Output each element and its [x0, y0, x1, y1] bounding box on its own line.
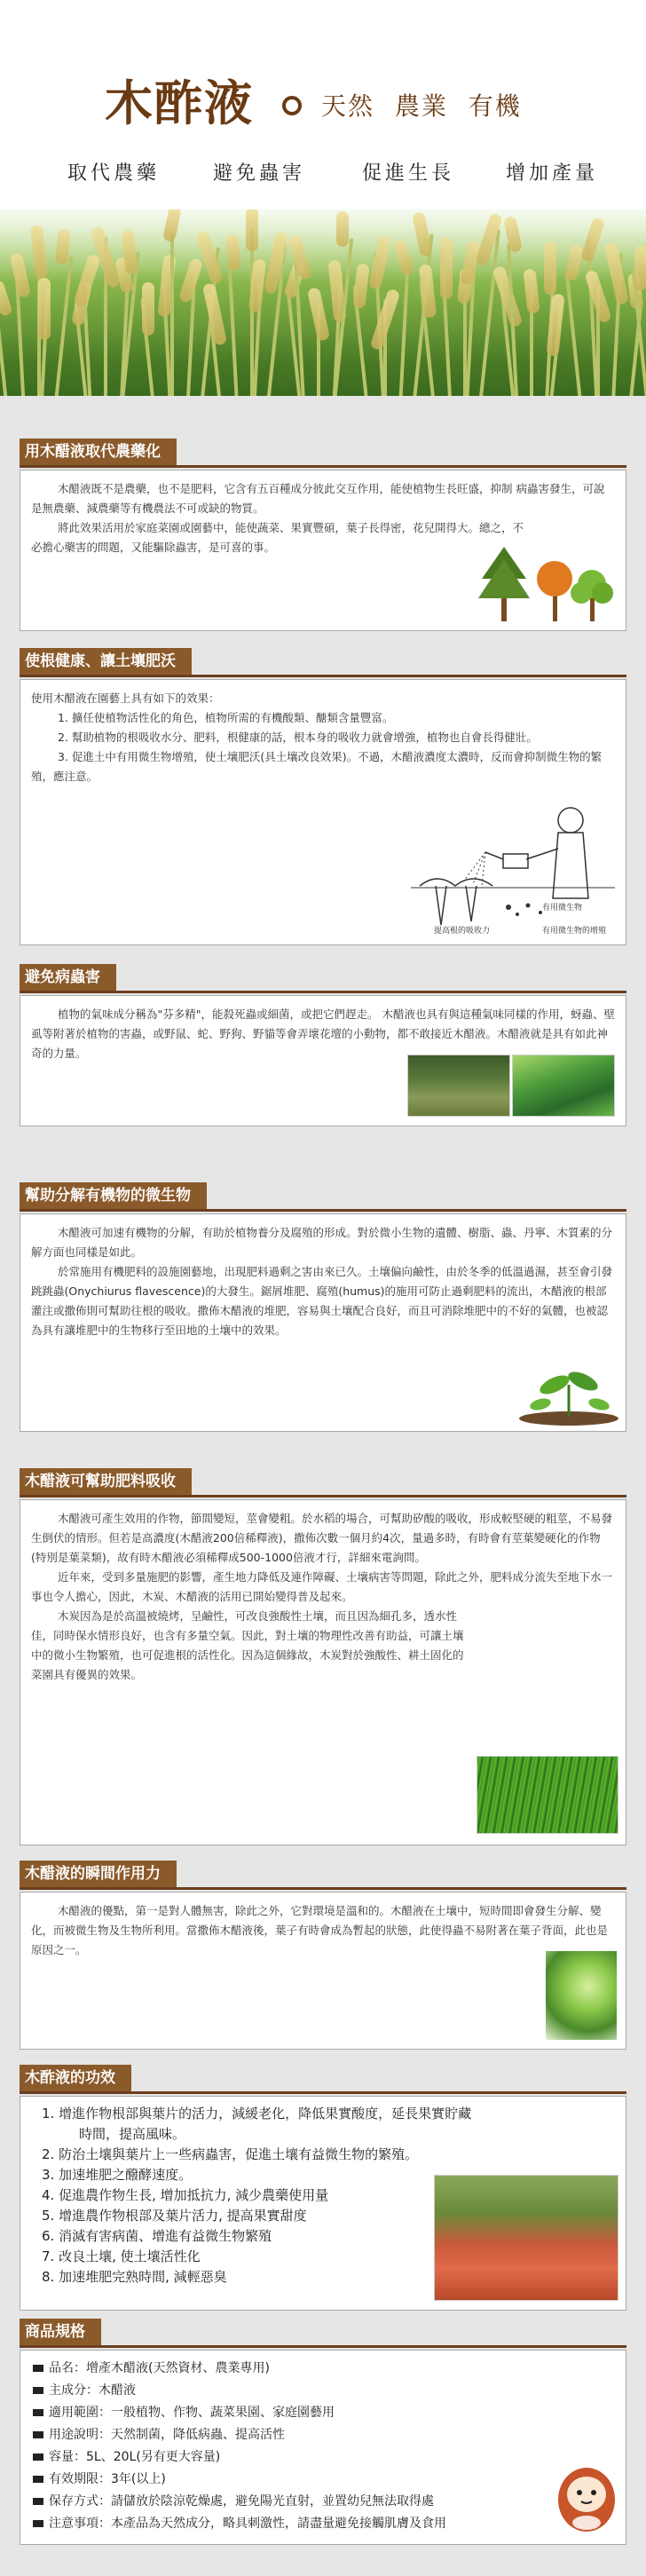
section-body	[20, 1499, 626, 1845]
paragraph: 木醋液可產生效用的作物，節間變短，莖會變粗。於水稻的場合，可幫助矽酸的吸收，形成較堅硬的粗莖，不易發生倒伏的情形。但若是高濃度(木醋液200倍稀釋液)，撒佈次數一個月約4次，量過多時，有時會有莖葉變硬化的作物(特別是葉菜類)，故有時木醋液必須稀釋成500-1000倍液才行，詳細來電詢問。	[31, 1512, 613, 1564]
gardening-illustration	[411, 801, 615, 943]
paragraph: 使用木醋液在園藝上具有如下的效果：	[31, 691, 220, 705]
spec-item: 容量：5L、20L(另有更大容量)	[33, 2446, 617, 2469]
content-area	[0, 396, 646, 2576]
header	[0, 0, 646, 213]
section-heading: 木醋液可幫助肥料吸收	[20, 1468, 192, 1495]
benefit-item: 增加產量	[506, 162, 599, 185]
spec-item: 注意事項：本產品為天然成分，略具刺激性，請盡量避免接觸肌膚及食用	[33, 2513, 617, 2535]
list-item: 1. 增進作物根部與葉片的活力，減緩老化，降低果實酸度，延長果實貯藏	[42, 2106, 472, 2122]
figure-label: 有用微生物	[542, 904, 583, 913]
paragraph: 木醋液的優點，第一是對人體無害，除此之外，它對環境是溫和的。木醋液在土壤中，短時間即會發生分解、變化，而被微生物及生物所利用。當撒佈木醋液後，葉子有時會成為暫起的狀態，此使得蟲不易附著在葉子背面，此也是原因之一。	[31, 1904, 609, 1956]
section-heading: 幫助分解有機物的微生物	[20, 1182, 207, 1209]
list-item: 4. 促進農作物生長, 增加抵抗力, 減少農藥使用量	[42, 2187, 329, 2203]
figure-label: 提高根的吸收力	[434, 927, 491, 936]
section-heading: 木醋液的瞬間作用力	[20, 1861, 177, 1887]
section-body	[20, 1213, 626, 1432]
list-item: 3. 加速堆肥之醱酵速度。	[42, 2167, 193, 2183]
specs-list	[29, 2358, 617, 2535]
section-heading: 避免病蟲害	[20, 964, 116, 991]
section-instant-effect	[20, 1861, 626, 2050]
section-heading: 用木醋液取代農藥化	[20, 439, 177, 465]
spec-item: 品名：增產木醋液(天然資材、農業專用)	[33, 2358, 617, 2380]
list-item: 8. 加速堆肥完熟時間, 減輕惡臭	[42, 2269, 227, 2285]
seedling-image	[516, 1358, 622, 1426]
benefit-item: 取代農藥	[67, 162, 161, 185]
trees-illustration	[477, 543, 618, 623]
leaf-image	[546, 1951, 617, 2040]
list-item: 時間，提高風味。	[79, 2126, 186, 2142]
list-item: 6. 消滅有害病菌、增進有益微生物繁殖	[42, 2228, 272, 2244]
section-body	[20, 1892, 626, 2050]
page-subtitle: 天然 農業 有機	[321, 91, 522, 121]
bullet-circle-icon	[282, 96, 302, 115]
paragraph: 將此效果活用於家庭菜園或園藝中，能使蔬菜、果實豐碩，葉子長得密，花兒開得大。總之，不必擔心藥害的問題，又能驅除蟲害，是可喜的事。	[31, 521, 524, 554]
section-microbe-decomposition	[20, 1182, 626, 1432]
figure-label: 有用微生物的增殖	[542, 927, 607, 936]
paragraph: 木醋液既不是農藥，也不是肥料，它含有五百種成分彼此交互作用，能使植物生長旺盛，抑制 病蟲害發生，可說是無農藥、減農藥等有機農法不可或缺的物質。	[31, 482, 605, 515]
green-forest-image	[512, 1055, 615, 1117]
spec-item: 有效期限：3年(以上)	[33, 2469, 617, 2491]
spec-item: 用途說明：天然制菌，降低病蟲、提高活性	[33, 2424, 617, 2446]
fruit-harvest-image	[434, 2175, 618, 2301]
spec-item: 主成分：木醋液	[33, 2380, 617, 2402]
list-item: 3. 促進土中有用微生物增殖，使土壤肥沃(具土壤改良效果)。不過，木醋液濃度太濃時，反而會抑制微生物的繁殖，應注意。	[31, 750, 603, 783]
section-heading: 商品規格	[20, 2319, 101, 2345]
section-body	[20, 2350, 626, 2545]
section-effects	[20, 2065, 626, 2311]
section-body	[20, 2096, 626, 2311]
list-item: 7. 改良土壤, 使土壤活性化	[42, 2248, 201, 2264]
section-body	[20, 470, 626, 631]
paragraph: 近年來，受到多量施肥的影響，產生地力降低及連作障礙、土壤病害等問題，除此之外，肥料成分流失至地下水一事也令人擔心，因此，木炭、木醋液的活用已開始變得普及起來。	[31, 1570, 613, 1603]
mascot-logo	[553, 2459, 620, 2535]
section-heading: 使根健康、讓土壤肥沃	[20, 648, 192, 675]
paragraph: 木醋液可加速有機物的分解，有助於植物養分及腐殖的形成。對於微小生物的遺體、樹脂、蟲、丹寧、木質素的分解方面也同樣是如此。	[31, 1226, 613, 1259]
paragraph: 於常施用有機肥料的設施園藝地，出現肥料過剩之害由來已久。土壤偏向鹼性，由於冬季的低溫過濕，甚至會引發跳跳蟲(Onychiurus flavescence)的大發生。鋸屑堆肥、腐殖(humus)的施用可防止過剩肥料的流出，木醋液的根部灌注或撒佈則可幫助往根的吸收。撒佈木醋液的堆肥，容易與土壤配合良好，而且可消除堆肥中的不好的氣體，也被認為具有讓堆肥中的生物移行至田地的土壤中的效果。	[31, 1265, 613, 1337]
spec-item: 保存方式：請儲放於陰涼乾燥處，避免陽光直射，並置幼兒無法取得處	[33, 2491, 617, 2513]
spec-item: 適用範圍：一般植物、作物、蔬菜果園、家庭園藝用	[33, 2402, 617, 2424]
section-healthy-roots	[20, 648, 626, 945]
benefit-item: 促進生長	[362, 162, 455, 185]
grass-image	[477, 1756, 618, 1834]
paragraph: 植物的氣味成分稱為"芬多精"，能殺死蟲或細菌，或把它們趕走。 木醋液也具有與這種氣味同樣的作用，蚜蟲、壁虱等附著於植物的害蟲，或野鼠、蛇、野狗、野貓等會弄壞花壇的小動物，都不敢接近木醋液。木醋液就是具有如此神奇的力量。	[31, 1007, 615, 1060]
forest-path-image	[407, 1055, 510, 1117]
section-fertilizer-absorption	[20, 1468, 626, 1845]
section-replace-pesticide	[20, 439, 626, 631]
page-title: 木酢液	[105, 75, 254, 131]
list-item: 5. 增進農作物根部及葉片活力, 提高果實甜度	[42, 2208, 307, 2224]
benefit-item: 避免蟲害	[213, 162, 306, 185]
list-item: 2. 防治土壤與葉片上一些病蟲害，促進土壤有益微生物的繁殖。	[42, 2146, 419, 2162]
section-body	[20, 995, 626, 1126]
benefit-list	[0, 158, 646, 194]
rice-field-banner-image	[0, 209, 646, 396]
paragraph: 木炭因為是於高溫被燒烤，呈鹼性，可改良強酸性土壤，而且因為細孔多，透水性佳，同時保水情形良好，也含有多量空氣。因此，對土壤的物理性改善有助益，可讓土壤中的微小生物繁殖，也可促進根的活性化。因為這個緣故，木炭對於強酸性、耕土固化的菜園具有優異的效果。	[31, 1609, 464, 1681]
section-product-specs	[20, 2319, 626, 2545]
list-item: 2. 幫助植物的根吸收水分、肥料，根健康的話，根本身的吸收力就會增強，植物也自會長得健壯。	[58, 731, 538, 744]
section-body	[20, 679, 626, 945]
list-item: 1. 擴任使植物活性化的角色，植物所需的有機酸類、醣類含量豐富。	[58, 711, 394, 724]
section-pest-prevention	[20, 964, 626, 1126]
section-heading: 木酢液的功效	[20, 2065, 131, 2091]
